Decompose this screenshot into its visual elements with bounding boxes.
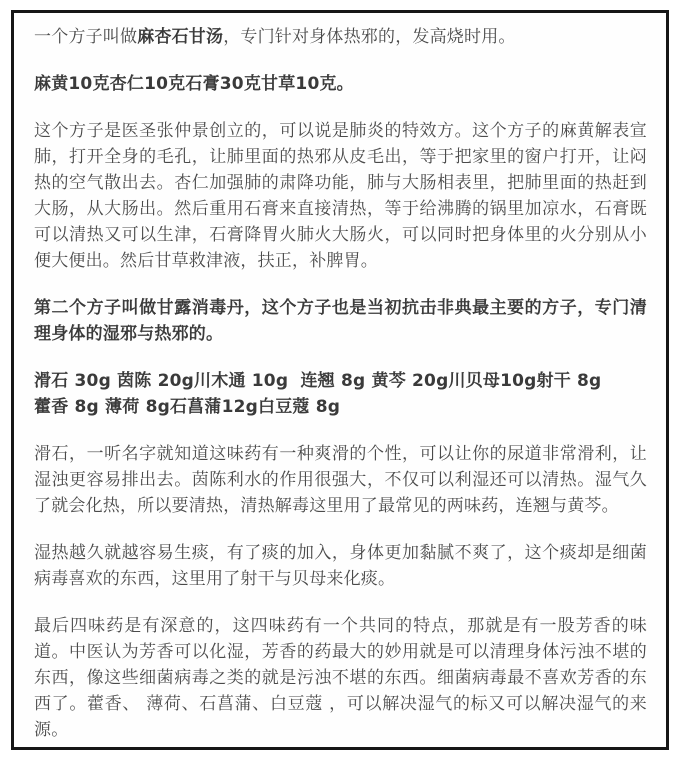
paragraph-maxing-explanation (34, 118, 647, 274)
text-run: 12g (221, 397, 259, 417)
text-run: 8g (340, 371, 366, 391)
text-run: 10 (144, 74, 169, 94)
text-run: 30g (74, 371, 111, 391)
text-run: 滑石 (34, 371, 75, 391)
paragraph-aromatic-herbs-explanation (34, 613, 647, 743)
text-run: 最后四味药是有深意的，这四味药有一个共同的特点，那就是有一股芳香的味道。中医认为芳香可以化湿，芳香的药最大的妙用就是可以清理身体污浊不堪的东西，像这些细菌病毒之类的就是污浊不堪的东西。细菌病毒最不喜欢芳香的东西了。藿香、 薄荷、石菖蒲、白豆蔻 ，可以解决湿气的标又可以解决湿气的来源。 (34, 616, 647, 740)
text-run: 克。 (319, 74, 354, 94)
paragraph-shegan-beimu-explanation (34, 540, 647, 592)
text-run: 10 (68, 74, 93, 94)
document-body (34, 24, 647, 743)
text-run: 麻黄 (34, 74, 69, 94)
text-run: 克杏仁 (92, 74, 145, 94)
text-run: 这个方子是医圣张仲景创立的，可以说是肺炎的特效方。这个方子的麻黄解表宣肺，打开全身的毛孔，让肺里面的热邪从皮毛出，等于把家里的窗户打开，让闷热的空气散出去。杏仁加强肺的肃降功能，肺与大肠相表里，把肺里面的热赶到大肠，从大肠出。然后重用石膏来直接清热，等于给沸腾的锅里加凉水，石膏既可以清热又可以生津，石膏降胃火肺火大肠火，可以同时把身体里的火分别从小便大便出。然后甘草救津液，扶正，补脾胃。 (34, 121, 647, 271)
paragraph-huashi-yinchen-explanation (34, 441, 647, 519)
text-run: 茵陈 (110, 371, 158, 391)
text-run: 射干 (536, 371, 578, 391)
document-frame (11, 10, 669, 750)
text-run: 20g (412, 371, 449, 391)
text-run: 30 (219, 74, 244, 94)
text-run: 滑石，一听名字就知道这味药有一种爽滑的个性，可以让你的尿道非常滑利，让湿浊更容易排出去。茵陈利水的作用很强大，不仅可以利湿还可以清热。湿气久了就会化热，所以要清热，清热解毒这里用了最常见的两味药，连翘与黄芩。 (34, 444, 647, 516)
text-run: 黄芩 (365, 371, 413, 391)
text-run: 10 (295, 74, 320, 94)
text-run: 10g (500, 371, 537, 391)
text-run: 川木通 (194, 371, 252, 391)
text-run: 麻杏石甘汤 (137, 27, 224, 47)
text-run: 石菖蒲 (169, 397, 222, 417)
text-run: 一个方子叫做 (34, 27, 138, 47)
text-run: 薄荷 (98, 397, 146, 417)
text-run: 连翘 (288, 371, 341, 391)
text-run: 白豆蔻 (258, 397, 316, 417)
text-run: 藿香 (34, 397, 75, 417)
paragraph-ganlu-dosage (34, 368, 647, 420)
paragraph-maxing-dosage (34, 71, 647, 97)
paragraph-ganlu-intro (34, 295, 647, 347)
text-run: 8g (74, 397, 99, 417)
text-run: 克甘草 (243, 74, 296, 94)
text-run: 克石膏 (168, 74, 220, 94)
paragraph-intro-maxing (34, 24, 647, 50)
text-run: 10g (251, 371, 289, 391)
text-run: 8g (577, 371, 602, 391)
text-run: 20g (157, 371, 195, 391)
text-run: 8g (315, 397, 341, 417)
text-run: ，专门针对身体热邪的，发高烧时用。 (223, 27, 516, 47)
text-run: 第二个方子叫做甘露消毒丹，这个方子也是当初抗击非典最主要的方子，专门清理身体的湿邪与热邪的。 (34, 298, 647, 344)
text-run: 湿热越久就越容易生痰，有了痰的加入，身体更加黏腻不爽了，这个痰却是细菌病毒喜欢的东西，这里用了射干与贝母来化痰。 (34, 543, 647, 589)
text-run: 川贝母 (448, 371, 501, 391)
text-run: 8g (145, 397, 170, 417)
